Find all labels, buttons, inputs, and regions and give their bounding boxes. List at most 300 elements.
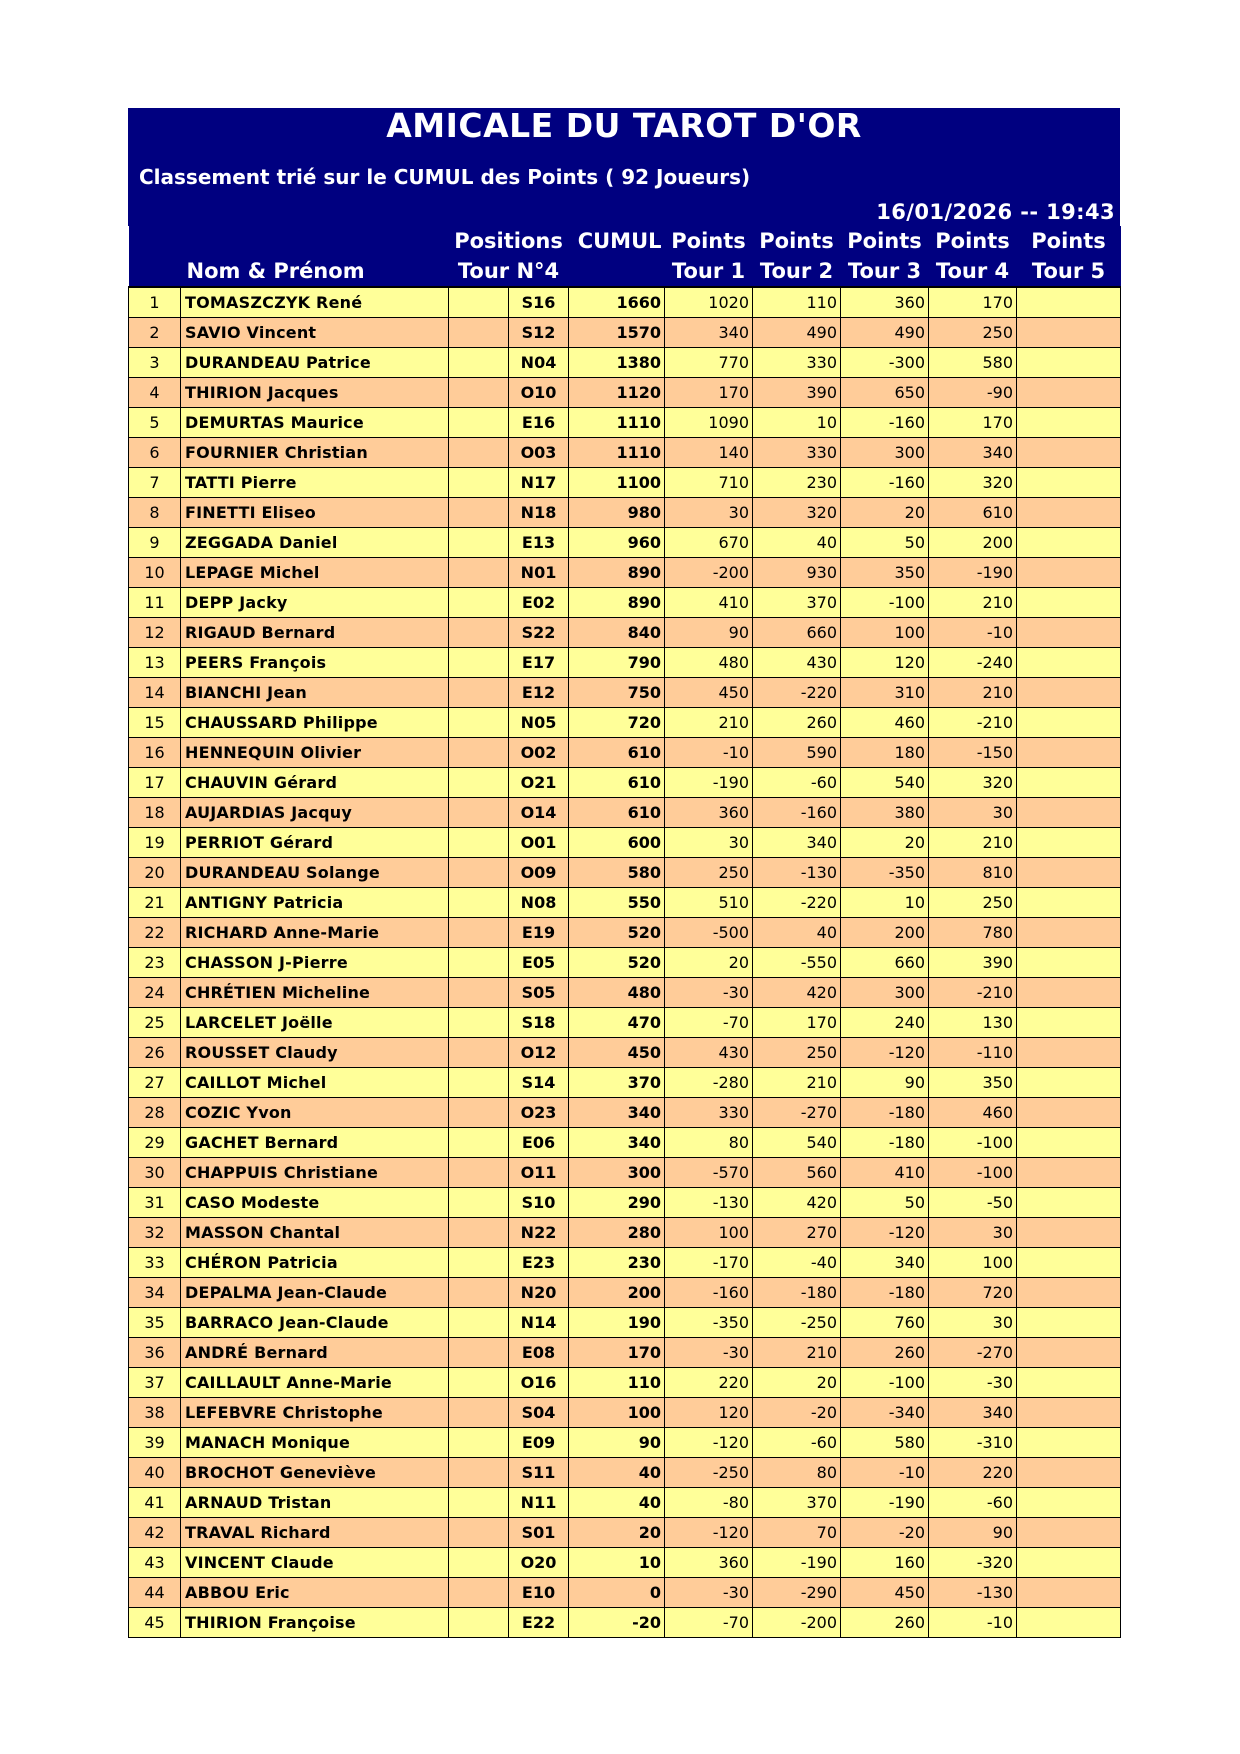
rank-cell: 41 [129, 1488, 181, 1518]
points-tour-3: 10 [841, 888, 929, 918]
points-tour-5 [1017, 1608, 1121, 1638]
points-tour-4: 340 [929, 438, 1017, 468]
rank-cell: 40 [129, 1458, 181, 1488]
points-tour-4: -100 [929, 1158, 1017, 1188]
points-tour-4: 170 [929, 287, 1017, 318]
cumul-cell: 520 [569, 918, 665, 948]
points-tour-3: 310 [841, 678, 929, 708]
empty-cell [449, 858, 509, 888]
points-tour-3: 120 [841, 648, 929, 678]
position-cell: O20 [509, 1548, 569, 1578]
points-tour-2: -60 [753, 1428, 841, 1458]
player-name: VINCENT Claude [181, 1548, 449, 1578]
rank-cell: 28 [129, 1098, 181, 1128]
points-tour-5 [1017, 648, 1121, 678]
points-tour-5 [1017, 438, 1121, 468]
empty-cell [449, 678, 509, 708]
points-tour-2: -130 [753, 858, 841, 888]
points-tour-2: 420 [753, 978, 841, 1008]
empty-cell [449, 1008, 509, 1038]
player-name: AUJARDIAS Jacquy [181, 798, 449, 828]
position-cell: S10 [509, 1188, 569, 1218]
points-tour-1: -200 [665, 558, 753, 588]
points-tour-5 [1017, 738, 1121, 768]
points-tour-2: -180 [753, 1278, 841, 1308]
player-name: DEPP Jacky [181, 588, 449, 618]
empty-cell [449, 798, 509, 828]
points-tour-5 [1017, 1578, 1121, 1608]
cumul-cell: 470 [569, 1008, 665, 1038]
points-tour-5 [1017, 1098, 1121, 1128]
points-tour-1: -250 [665, 1458, 753, 1488]
points-tour-4: -210 [929, 978, 1017, 1008]
header-tour-3: Tour 3 [841, 256, 929, 287]
points-tour-5 [1017, 287, 1121, 318]
table-row [129, 708, 1121, 738]
points-tour-2: 270 [753, 1218, 841, 1248]
empty-cell [449, 1398, 509, 1428]
cumul-cell: 980 [569, 498, 665, 528]
points-tour-3: 100 [841, 618, 929, 648]
position-cell: O21 [509, 768, 569, 798]
points-tour-1: 1090 [665, 408, 753, 438]
cumul-cell: 300 [569, 1158, 665, 1188]
rank-cell: 24 [129, 978, 181, 1008]
player-name: PEERS François [181, 648, 449, 678]
position-cell: E23 [509, 1248, 569, 1278]
table-row [129, 858, 1121, 888]
table-row [129, 1038, 1121, 1068]
cumul-cell: 610 [569, 798, 665, 828]
table-row [129, 618, 1121, 648]
points-tour-1: 90 [665, 618, 753, 648]
points-tour-2: -290 [753, 1578, 841, 1608]
player-name: ABBOU Eric [181, 1578, 449, 1608]
points-tour-4: -310 [929, 1428, 1017, 1458]
player-name: DEPALMA Jean-Claude [181, 1278, 449, 1308]
position-cell: S14 [509, 1068, 569, 1098]
table-row [129, 1488, 1121, 1518]
empty-cell [449, 468, 509, 498]
player-name: MANACH Monique [181, 1428, 449, 1458]
cumul-cell: 890 [569, 558, 665, 588]
position-cell: O10 [509, 378, 569, 408]
empty-cell [449, 618, 509, 648]
rank-cell: 20 [129, 858, 181, 888]
points-tour-5 [1017, 498, 1121, 528]
player-name: CHAUSSARD Philippe [181, 708, 449, 738]
points-tour-5 [1017, 318, 1121, 348]
empty-cell [449, 1308, 509, 1338]
points-tour-1: 480 [665, 648, 753, 678]
points-tour-3: 50 [841, 528, 929, 558]
points-tour-4: -190 [929, 558, 1017, 588]
points-tour-2: 320 [753, 498, 841, 528]
points-tour-1: 670 [665, 528, 753, 558]
position-cell: E16 [509, 408, 569, 438]
points-tour-4: 100 [929, 1248, 1017, 1278]
points-tour-3: 340 [841, 1248, 929, 1278]
points-tour-5 [1017, 948, 1121, 978]
cumul-cell: 200 [569, 1278, 665, 1308]
ranking-sheet [128, 108, 1120, 1638]
points-tour-5 [1017, 708, 1121, 738]
points-tour-2: -220 [753, 678, 841, 708]
player-name: THIRION Jacques [181, 378, 449, 408]
points-tour-5 [1017, 558, 1121, 588]
points-tour-1: 360 [665, 798, 753, 828]
points-tour-2: 420 [753, 1188, 841, 1218]
table-row [129, 1278, 1121, 1308]
points-tour-2: 540 [753, 1128, 841, 1158]
cumul-cell: -20 [569, 1608, 665, 1638]
points-tour-2: -220 [753, 888, 841, 918]
points-tour-5 [1017, 1458, 1121, 1488]
points-tour-5 [1017, 528, 1121, 558]
header-tour-4: Tour 4 [929, 256, 1017, 287]
points-tour-5 [1017, 1488, 1121, 1518]
points-tour-4: -240 [929, 648, 1017, 678]
player-name: BARRACO Jean-Claude [181, 1308, 449, 1338]
table-row [129, 528, 1121, 558]
position-cell: O23 [509, 1098, 569, 1128]
empty-cell [449, 1128, 509, 1158]
points-tour-5 [1017, 1278, 1121, 1308]
points-tour-3: 360 [841, 287, 929, 318]
points-tour-3: 90 [841, 1068, 929, 1098]
player-name: LARCELET Joëlle [181, 1008, 449, 1038]
points-tour-5 [1017, 1008, 1121, 1038]
cumul-cell: 190 [569, 1308, 665, 1338]
position-cell: E02 [509, 588, 569, 618]
points-tour-4: 210 [929, 678, 1017, 708]
rank-cell: 44 [129, 1578, 181, 1608]
points-tour-3: 540 [841, 768, 929, 798]
player-name: CHRÉTIEN Micheline [181, 978, 449, 1008]
table-row [129, 828, 1121, 858]
points-tour-4: -210 [929, 708, 1017, 738]
table-row [129, 948, 1121, 978]
table-row [129, 1128, 1121, 1158]
cumul-cell: 840 [569, 618, 665, 648]
points-tour-2: 40 [753, 918, 841, 948]
table-row [129, 798, 1121, 828]
points-tour-4: 720 [929, 1278, 1017, 1308]
points-tour-3: 410 [841, 1158, 929, 1188]
points-tour-2: 430 [753, 648, 841, 678]
ranking-table [128, 226, 1121, 1638]
header-points-t3: Points [841, 226, 929, 256]
points-tour-4: 90 [929, 1518, 1017, 1548]
header-tour-n4: Tour N°4 [449, 256, 569, 287]
player-name: BIANCHI Jean [181, 678, 449, 708]
points-tour-1: 340 [665, 318, 753, 348]
points-tour-3: -190 [841, 1488, 929, 1518]
points-tour-5 [1017, 1398, 1121, 1428]
cumul-cell: 170 [569, 1338, 665, 1368]
points-tour-5 [1017, 828, 1121, 858]
points-tour-3: -350 [841, 858, 929, 888]
points-tour-2: 930 [753, 558, 841, 588]
header-positions: Positions [449, 226, 569, 256]
rank-cell: 3 [129, 348, 181, 378]
rank-cell: 23 [129, 948, 181, 978]
rank-cell: 31 [129, 1188, 181, 1218]
points-tour-3: 450 [841, 1578, 929, 1608]
empty-cell [449, 1518, 509, 1548]
rank-cell: 10 [129, 558, 181, 588]
cumul-cell: 1380 [569, 348, 665, 378]
points-tour-5 [1017, 1128, 1121, 1158]
points-tour-2: 330 [753, 348, 841, 378]
table-row [129, 648, 1121, 678]
points-tour-1: 770 [665, 348, 753, 378]
points-tour-2: 490 [753, 318, 841, 348]
points-tour-3: 660 [841, 948, 929, 978]
cumul-cell: 340 [569, 1098, 665, 1128]
points-tour-3: 650 [841, 378, 929, 408]
position-cell: S22 [509, 618, 569, 648]
table-row [129, 348, 1121, 378]
empty-cell [449, 588, 509, 618]
empty-cell [449, 558, 509, 588]
points-tour-2: 370 [753, 588, 841, 618]
points-tour-3: -20 [841, 1518, 929, 1548]
points-tour-2: 110 [753, 287, 841, 318]
empty-cell [449, 738, 509, 768]
position-cell: E22 [509, 1608, 569, 1638]
points-tour-2: 210 [753, 1068, 841, 1098]
cumul-cell: 40 [569, 1488, 665, 1518]
empty-cell [449, 828, 509, 858]
points-tour-1: -570 [665, 1158, 753, 1188]
points-tour-2: 80 [753, 1458, 841, 1488]
points-tour-2: -60 [753, 768, 841, 798]
player-name: MASSON Chantal [181, 1218, 449, 1248]
position-cell: N05 [509, 708, 569, 738]
rank-cell: 16 [129, 738, 181, 768]
header-points-t5: Points [1017, 226, 1121, 256]
points-tour-1: -120 [665, 1518, 753, 1548]
empty-cell [449, 1338, 509, 1368]
player-name: ARNAUD Tristan [181, 1488, 449, 1518]
empty-cell [449, 1428, 509, 1458]
player-name: TRAVAL Richard [181, 1518, 449, 1548]
cumul-cell: 1570 [569, 318, 665, 348]
points-tour-2: 230 [753, 468, 841, 498]
player-name: CHAUVIN Gérard [181, 768, 449, 798]
rank-cell: 21 [129, 888, 181, 918]
points-tour-2: 590 [753, 738, 841, 768]
player-name: GACHET Bernard [181, 1128, 449, 1158]
rank-cell: 32 [129, 1218, 181, 1248]
table-row [129, 918, 1121, 948]
points-tour-1: 100 [665, 1218, 753, 1248]
points-tour-4: -30 [929, 1368, 1017, 1398]
cumul-cell: 370 [569, 1068, 665, 1098]
points-tour-5 [1017, 1218, 1121, 1248]
points-tour-2: 250 [753, 1038, 841, 1068]
cumul-cell: 340 [569, 1128, 665, 1158]
position-cell: O09 [509, 858, 569, 888]
points-tour-2: -200 [753, 1608, 841, 1638]
points-tour-3: -120 [841, 1218, 929, 1248]
player-name: TATTI Pierre [181, 468, 449, 498]
points-tour-3: 20 [841, 498, 929, 528]
table-row [129, 1608, 1121, 1638]
points-tour-3: -10 [841, 1458, 929, 1488]
player-name: RIGAUD Bernard [181, 618, 449, 648]
points-tour-5 [1017, 678, 1121, 708]
player-name: HENNEQUIN Olivier [181, 738, 449, 768]
empty-cell [449, 1488, 509, 1518]
points-tour-4: 30 [929, 798, 1017, 828]
points-tour-2: 660 [753, 618, 841, 648]
empty-cell [449, 978, 509, 1008]
points-tour-5 [1017, 1158, 1121, 1188]
empty-cell [449, 918, 509, 948]
empty-cell [449, 1608, 509, 1638]
points-tour-3: 490 [841, 318, 929, 348]
points-tour-1: 210 [665, 708, 753, 738]
table-row [129, 468, 1121, 498]
header-name-blank [181, 226, 449, 256]
points-tour-4: -60 [929, 1488, 1017, 1518]
empty-cell [449, 1458, 509, 1488]
cumul-cell: 1110 [569, 408, 665, 438]
page-subtitle: Classement trié sur le CUMUL des Points ( 92 Joueurs) [139, 165, 751, 189]
points-tour-2: -40 [753, 1248, 841, 1278]
rank-cell: 15 [129, 708, 181, 738]
points-tour-5 [1017, 588, 1121, 618]
rank-cell: 11 [129, 588, 181, 618]
cumul-cell: 1100 [569, 468, 665, 498]
points-tour-3: 20 [841, 828, 929, 858]
points-tour-5 [1017, 1308, 1121, 1338]
points-tour-5 [1017, 768, 1121, 798]
points-tour-3: -160 [841, 468, 929, 498]
points-tour-3: -340 [841, 1398, 929, 1428]
empty-cell [449, 1368, 509, 1398]
rank-cell: 9 [129, 528, 181, 558]
rank-cell: 7 [129, 468, 181, 498]
points-tour-1: 410 [665, 588, 753, 618]
position-cell: N04 [509, 348, 569, 378]
points-tour-2: -20 [753, 1398, 841, 1428]
table-row [129, 318, 1121, 348]
points-tour-2: 340 [753, 828, 841, 858]
points-tour-2: -270 [753, 1098, 841, 1128]
position-cell: N18 [509, 498, 569, 528]
cumul-cell: 10 [569, 1548, 665, 1578]
position-cell: O01 [509, 828, 569, 858]
points-tour-1: -280 [665, 1068, 753, 1098]
points-tour-1: -120 [665, 1428, 753, 1458]
points-tour-4: -150 [929, 738, 1017, 768]
player-name: CHÉRON Patricia [181, 1248, 449, 1278]
points-tour-1: 30 [665, 828, 753, 858]
table-row [129, 1548, 1121, 1578]
cumul-cell: 100 [569, 1398, 665, 1428]
cumul-cell: 610 [569, 738, 665, 768]
cumul-cell: 1110 [569, 438, 665, 468]
points-tour-2: 370 [753, 1488, 841, 1518]
points-tour-3: 50 [841, 1188, 929, 1218]
rank-cell: 30 [129, 1158, 181, 1188]
header-tour-2: Tour 2 [753, 256, 841, 287]
position-cell: S12 [509, 318, 569, 348]
points-tour-1: -30 [665, 1578, 753, 1608]
points-tour-1: -70 [665, 1608, 753, 1638]
points-tour-4: 210 [929, 828, 1017, 858]
position-cell: S04 [509, 1398, 569, 1428]
points-tour-4: 350 [929, 1068, 1017, 1098]
header-name: Nom & Prénom [129, 256, 449, 287]
empty-cell [449, 1158, 509, 1188]
empty-cell [449, 498, 509, 528]
table-row [129, 1338, 1121, 1368]
points-tour-3: 200 [841, 918, 929, 948]
cumul-cell: 290 [569, 1188, 665, 1218]
header-row-2 [129, 256, 1121, 287]
points-tour-4: 250 [929, 318, 1017, 348]
points-tour-5 [1017, 1248, 1121, 1278]
empty-cell [449, 287, 509, 318]
points-tour-2: -160 [753, 798, 841, 828]
rank-cell: 8 [129, 498, 181, 528]
position-cell: N17 [509, 468, 569, 498]
points-tour-2: 10 [753, 408, 841, 438]
empty-cell [449, 1278, 509, 1308]
points-tour-4: 220 [929, 1458, 1017, 1488]
points-tour-5 [1017, 1368, 1121, 1398]
points-tour-5 [1017, 1548, 1121, 1578]
rank-cell: 5 [129, 408, 181, 438]
points-tour-4: 580 [929, 348, 1017, 378]
position-cell: O14 [509, 798, 569, 828]
cumul-cell: 550 [569, 888, 665, 918]
rank-cell: 29 [129, 1128, 181, 1158]
points-tour-1: -30 [665, 978, 753, 1008]
points-tour-1: -70 [665, 1008, 753, 1038]
cumul-cell: 890 [569, 588, 665, 618]
cumul-cell: 480 [569, 978, 665, 1008]
cumul-cell: 720 [569, 708, 665, 738]
position-cell: N22 [509, 1218, 569, 1248]
position-cell: S11 [509, 1458, 569, 1488]
points-tour-5 [1017, 798, 1121, 828]
points-tour-5 [1017, 1338, 1121, 1368]
points-tour-3: -160 [841, 408, 929, 438]
empty-cell [449, 1578, 509, 1608]
points-tour-3: -100 [841, 1368, 929, 1398]
position-cell: O02 [509, 738, 569, 768]
position-cell: E10 [509, 1578, 569, 1608]
points-tour-4: 810 [929, 858, 1017, 888]
points-tour-4: 320 [929, 468, 1017, 498]
points-tour-3: 380 [841, 798, 929, 828]
table-row [129, 978, 1121, 1008]
points-tour-5 [1017, 1188, 1121, 1218]
player-name: ROUSSET Claudy [181, 1038, 449, 1068]
points-tour-2: -190 [753, 1548, 841, 1578]
position-cell: E19 [509, 918, 569, 948]
points-tour-3: -180 [841, 1278, 929, 1308]
points-tour-4: 200 [929, 528, 1017, 558]
points-tour-3: 460 [841, 708, 929, 738]
player-name: THIRION Françoise [181, 1608, 449, 1638]
points-tour-4: 340 [929, 1398, 1017, 1428]
